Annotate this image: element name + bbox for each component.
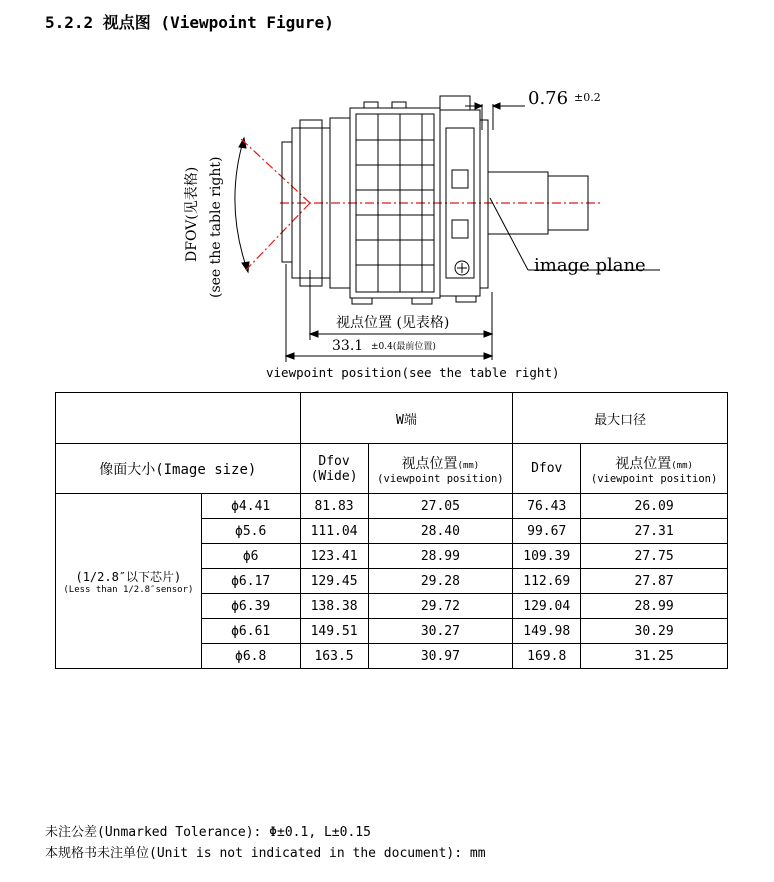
vp-max-cell: 26.09 [581,494,728,519]
viewpoint-table [55,392,728,669]
vp-w-title-zh: 视点位置 [401,455,458,472]
vp-w-cell: 28.99 [368,544,513,569]
image-plane-label: image plane [534,255,646,276]
dfov-w-cell: 163.5 [300,644,368,669]
sensor-sub: (Less than 1/2.8″sensor) [63,584,194,595]
image-size-cell: ϕ6.8 [201,644,300,669]
vp-w-unit: (mm) [457,460,480,471]
dfov-max-cell: 112.69 [513,569,581,594]
image-size-cell: ϕ4.41 [201,494,300,519]
vp-w-cell: 29.28 [368,569,513,594]
dfov-max-cell: 109.39 [513,544,581,569]
sensor-label: (1/2.8″以下芯片) [75,569,182,584]
dfov-max-cell: 129.04 [513,594,581,619]
dfov-w-cell: 111.04 [300,519,368,544]
fov-rays [240,138,600,270]
viewpoint-position-label: 视点位置 (见表格) [336,315,450,331]
image-size-header: 像面大小(Image size) [56,444,301,494]
vp-max-cell: 27.31 [581,519,728,544]
fov-arc [235,138,249,272]
vp-max-title-zh: 视点位置 [615,455,672,472]
dfov-wide-header [300,444,368,494]
top-dim-value: 0.76 [528,88,569,109]
dfov-header-text: Dfov [318,453,350,469]
viewpoint-drawing [160,80,660,380]
table-row [56,494,728,519]
dfov-w-cell: 123.41 [300,544,368,569]
dfov-w-cell: 129.45 [300,569,368,594]
image-size-cell: ϕ6.61 [201,619,300,644]
drawing-caption: viewpoint position(see the table right) [266,365,560,380]
table-group-header [56,393,728,444]
vp-max-title [581,453,727,473]
top-dim-tol: ±0.2 [574,91,601,104]
vp-max-title-en: (viewpoint position) [590,472,718,485]
vp-max-cell: 27.87 [581,569,728,594]
dfov-w-cell: 149.51 [300,619,368,644]
vp-w-cell: 29.72 [368,594,513,619]
dfov-max-header: Dfov [513,444,581,494]
dfov-w-cell: 81.83 [300,494,368,519]
vp-max-cell: 31.25 [581,644,728,669]
image-size-cell: ϕ5.6 [201,519,300,544]
vp-max-header [581,444,728,494]
vp-max-cell: 28.99 [581,594,728,619]
vp-w-cell: 30.27 [368,619,513,644]
image-size-cell: ϕ6 [201,544,300,569]
dfov-w-cell: 138.38 [300,594,368,619]
top-dimension [465,103,525,130]
vp-w-title [369,453,513,473]
vp-w-title-en: (viewpoint position) [377,472,504,485]
vp-max-cell: 27.75 [581,544,728,569]
vp-w-cell: 28.40 [368,519,513,544]
dfov-sub: (see the table right) [208,156,224,298]
vp-w-header [368,444,513,494]
footer-tolerance: 未注公差(Unmarked Tolerance): Φ±0.1, L±0.15 [45,825,371,840]
dfov-max-cell: 149.98 [513,619,581,644]
dfov-label: DFOV(见表格) [184,166,200,262]
w-end-header: W端 [300,393,513,444]
image-size-cell: ϕ6.17 [201,569,300,594]
section-title: 5.2.2 视点图 (Viewpoint Figure) [45,13,334,32]
vp-w-cell: 30.97 [368,644,513,669]
dfov-wide-sub: (Wide) [310,468,358,484]
overall-dim-value: 33.1 [332,338,364,354]
vp-w-cell: 27.05 [368,494,513,519]
empty-corner-cell [56,393,301,444]
vp-max-unit: (mm) [671,460,693,471]
max-aperture-header: 最大口径 [513,393,728,444]
dfov-max-cell: 169.8 [513,644,581,669]
overall-dim-tol: ±0.4(最前位置) [371,342,436,352]
dfov-max-cell: 76.43 [513,494,581,519]
image-size-cell: ϕ6.39 [201,594,300,619]
sensor-cell [56,494,202,669]
dfov-max-cell: 99.67 [513,519,581,544]
footer-unit: 本规格书未注单位(Unit is not indicated in the document): mm [45,846,486,861]
vp-max-cell: 30.29 [581,619,728,644]
table-column-header [56,444,728,494]
